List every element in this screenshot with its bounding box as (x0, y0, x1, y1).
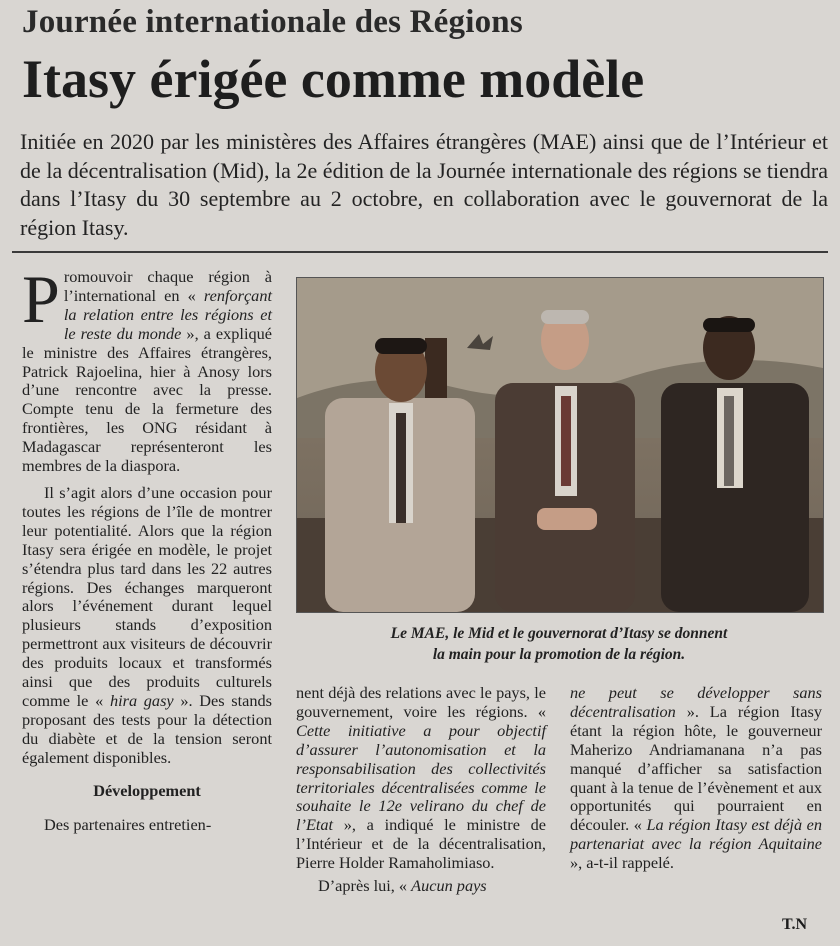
column-2 (296, 684, 546, 896)
photo-illustration (297, 278, 823, 612)
col2-paragraph-2: D’après lui, « Aucun pays (318, 876, 487, 896)
lead-paragraph: Initiée en 2020 par les ministères des Affaires étrangères (MAE) ainsi que de l’Intérieur et de la décentralisation (Mid), la 2e édition de la Journée internationale des régions se tiendra dans l’Itasy du 30 septembre au 2 octobre, en collaboration avec le gouvernorat de la région Itasy. (20, 129, 828, 240)
kicker-title: Journée internationale des Régions (22, 4, 523, 40)
subheading-developpement: Développement (93, 780, 201, 800)
article-photo (296, 277, 824, 613)
col1-paragraph-2: Il s’agit alors d’une occasion pour toutes les régions de l’île de montrer leur potentialité. Alors que la région Itasy sera érigée en modèle, le projet s’étendra plus tard dans les 22 autres régions. Des échanges marqueront alors l’événement durant lequel plusieurs stands d’exposition permettront aux visiteurs de découvrir des produits locaux et transformés ainsi que des produits culturels comme le « hira gasy ». Des stands proposant des tests pour la détection du diabète et de la tension seront également disponibles. (22, 482, 272, 767)
caption-line-2: la main pour la promotion de la région. (432, 646, 686, 663)
headline: Itasy érigée comme modèle (22, 49, 645, 109)
photo-caption (296, 623, 822, 665)
col2-paragraph-1: nent déjà des relations avec le pays, le gouvernement, voire les régions. « Cette initiative a pour objectif d’assurer l’autonomisation et la responsabilisation des collectivités territoriales décentralisées comme le souhaite le 12e velirano du chef de l’Etat », a indiqué le ministre de l’Intérieur et de la décentralisation, Pierre Holder Ramaholimiaso. (296, 683, 546, 873)
section-divider (12, 251, 828, 253)
column-1 (22, 261, 272, 835)
drop-cap: P (22, 261, 60, 337)
col3-paragraph-1: ne peut se développer sans décentralisation ». La région Itasy étant la région hôte, le gouverneur Maherizo Andriamanana n’a pas manqué d’afficher sa satisfaction quant à la tenue de l’évènement et aux opportunités qui pourraient en découler. « La région Itasy est déjà en partenariat avec la région Aquitaine », a-t-il rappelé. (570, 683, 823, 873)
caption-line-1: Le MAE, le Mid et le gouvernorat d’Itasy se donnent (390, 625, 728, 642)
author-signature: T.N (782, 916, 808, 933)
col1-paragraph-3: Des partenaires entretien- (44, 815, 212, 835)
col1-paragraph-1: Promouvoir chaque région à l’international en « renforçant la relation entre les régions et le reste du monde », a expliqué le ministre des Affaires étrangères, Patrick Rajoelina, hier à Anosy lors d’une rencontre avec la presse. Compte tenu de la fermeture des frontières, les ONG résidant à Madagascar représenteront les membres de la diaspora. (22, 261, 272, 476)
column-3 (570, 684, 822, 873)
